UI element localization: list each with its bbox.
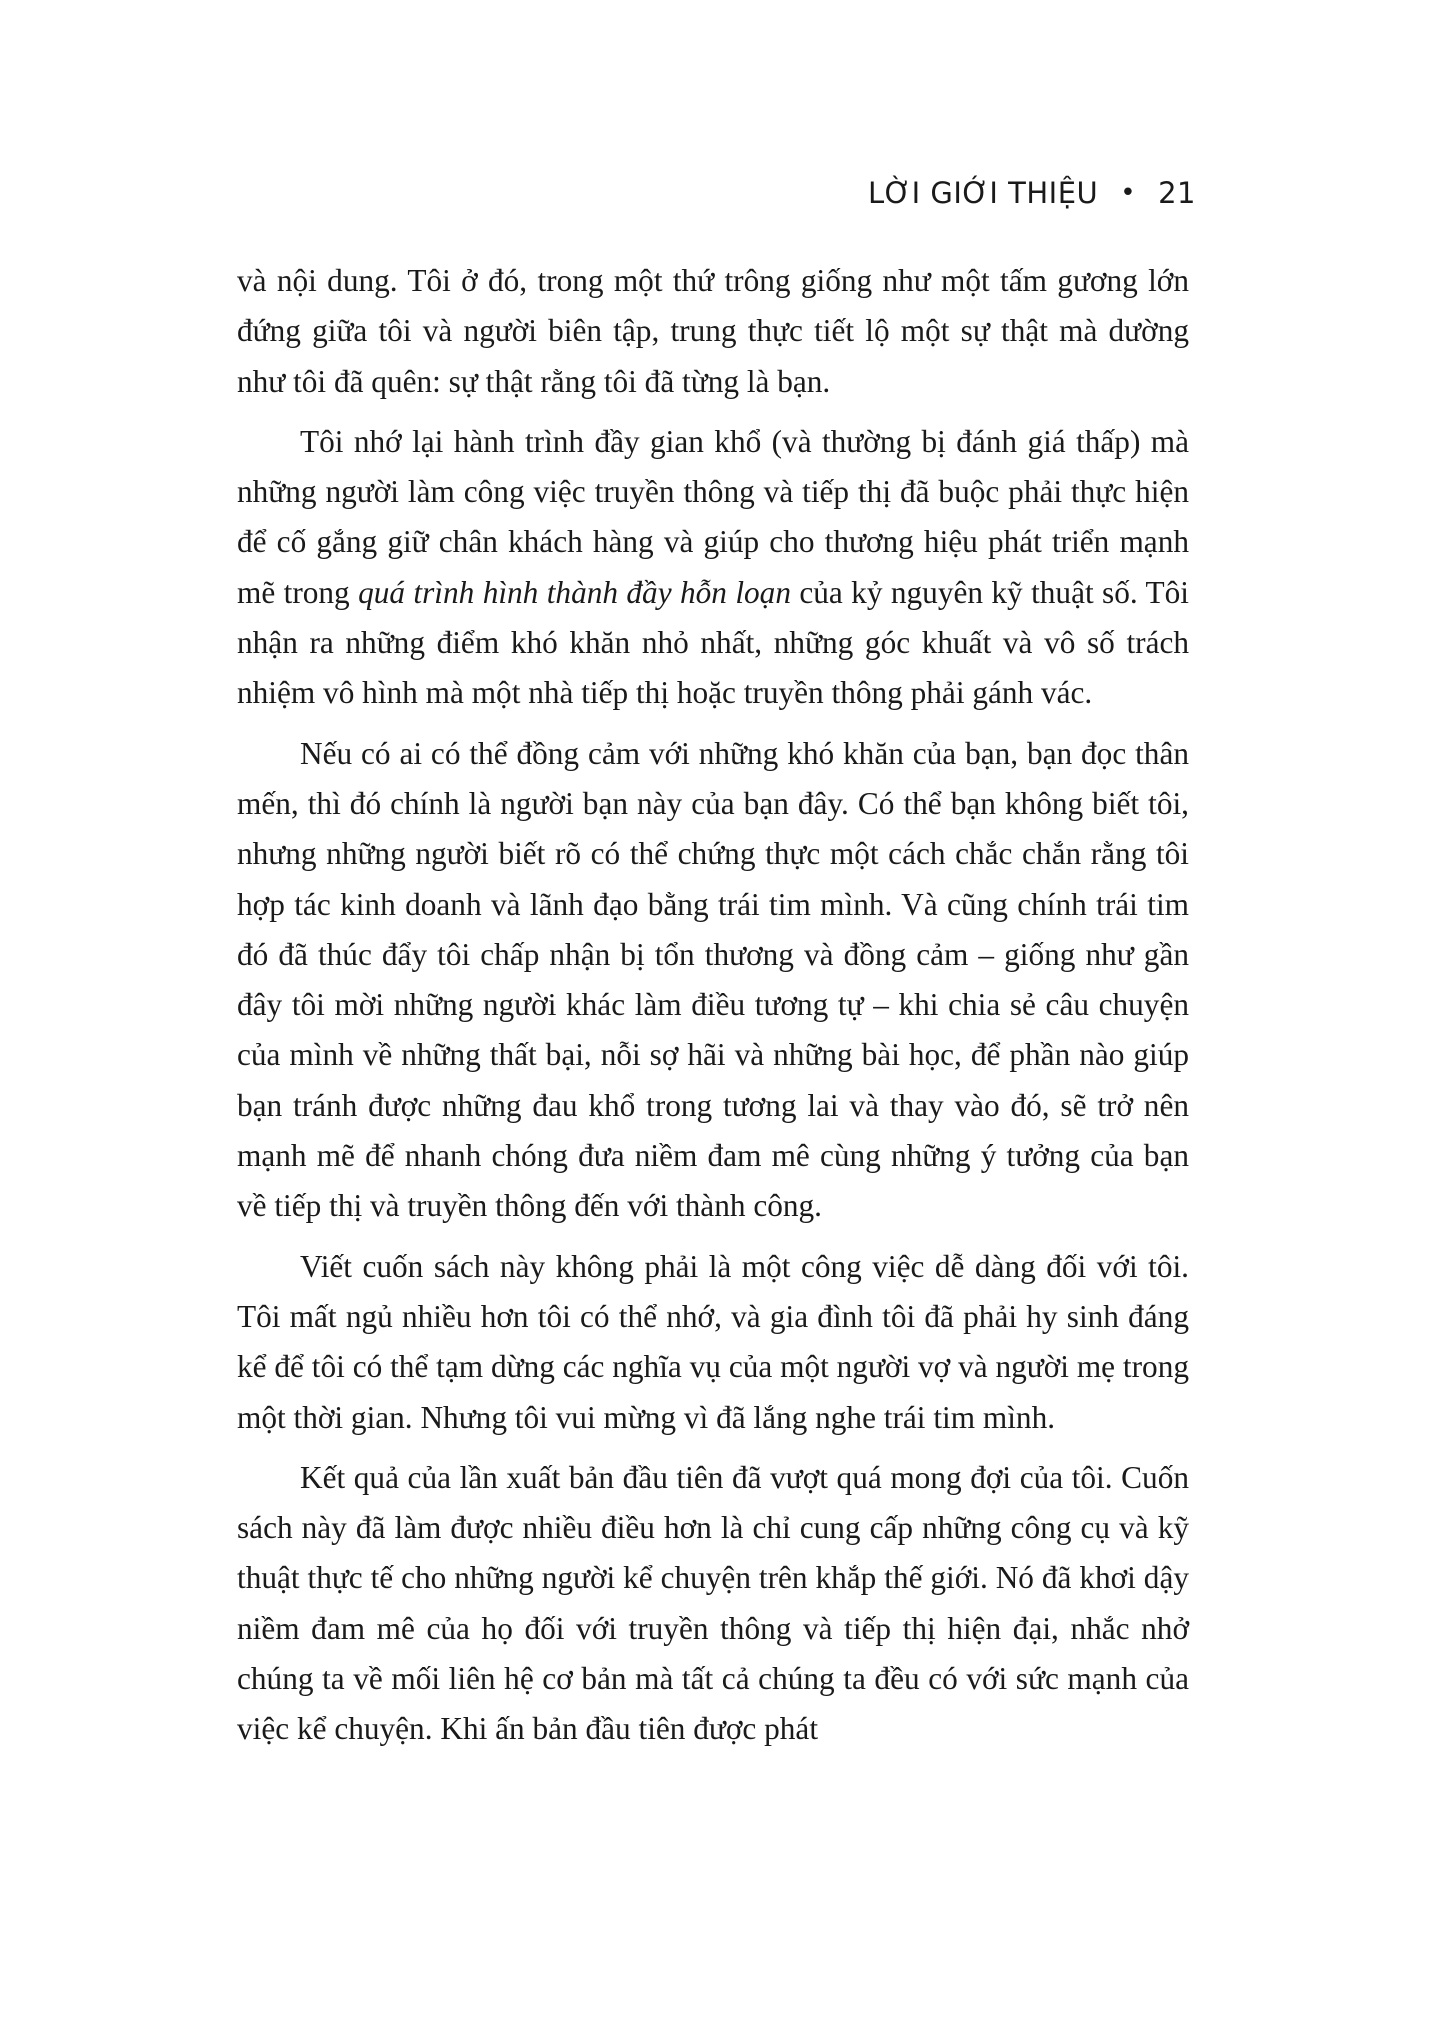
paragraph-2 — [237, 417, 1189, 719]
paragraph-2-italic-phrase: quá trình hình thành đầy hỗn loạn — [358, 574, 791, 610]
header-separator: • — [1120, 178, 1137, 208]
section-title: LỜI GIỚI THIỆU — [867, 176, 1099, 210]
paragraph-3: Nếu có ai có thể đồng cảm với những khó khăn của bạn, bạn đọc thân mến, thì đó chính là người bạn này của bạn đây. Có thể bạn không biết tôi, nhưng những người biết rõ có thể chứng thực một cách chắc chắn rằng tôi hợp tác kinh doanh và lãnh đạo bằng trái tim mình. Và cũng chính trái tim đó đã thúc đẩy tôi chấp nhận bị tổn thương và đồng cảm – giống như gần đây tôi mời những người khác làm điều tương tự – khi chia sẻ câu chuyện của mình về những thất bại, nỗi sợ hãi và những bài học, để phần nào giúp bạn tránh được những đau khổ trong tương lai và thay vào đó, sẽ trở nên mạnh mẽ để nhanh chóng đưa niềm đam mê cùng những ý tưởng của bạn về tiếp thị và truyền thông đến với thành công. — [237, 735, 1189, 1224]
page-number: 21 — [1158, 176, 1196, 210]
paragraph-5: Kết quả của lần xuất bản đầu tiên đã vượt quá mong đợi của tôi. Cuốn sách này đã làm được nhiều điều hơn là chỉ cung cấp những công cụ và kỹ thuật thực tế cho những người kể chuyện trên khắp thế giới. Nó đã khơi dậy niềm đam mê của họ đối với truyền thông và tiếp thị hiện đại, nhắc nhở chúng ta về mối liên hệ cơ bản mà tất cả chúng ta đều có với sức mạnh của việc kể chuyện. Khi ấn bản đầu tiên được phát — [237, 1459, 1189, 1747]
running-header — [868, 176, 1196, 210]
paragraph-1: và nội dung. Tôi ở đó, trong một thứ trông giống như một tấm gương lớn đứng giữa tôi và người biên tập, trung thực tiết lộ một sự thật mà dường như tôi đã quên: sự thật rằng tôi đã từng là bạn. — [237, 263, 1189, 399]
body-text — [237, 256, 1189, 1765]
paragraph-4: Viết cuốn sách này không phải là một công việc dễ dàng đối với tôi. Tôi mất ngủ nhiều hơn tôi có thể nhớ, và gia đình tôi đã phải hy sinh đáng kể để tôi có thể tạm dừng các nghĩa vụ của một người vợ và người mẹ trong một thời gian. Nhưng tôi vui mừng vì đã lắng nghe trái tim mình. — [237, 1248, 1189, 1435]
paragraph-2-text-start: Tôi nhớ lại hành trình đầy gian khổ (và thường bị đánh giá thấp) mà những người làm công việc truyền thông và tiếp thị đã buộc phải thực hiện để cố gắng giữ chân khách hàng và giúp cho thương hiệu phát triển mạnh mẽ trong — [237, 423, 1189, 610]
paragraph-2-text-end: của kỷ nguyên kỹ thuật số. Tôi nhận ra những điểm khó khăn nhỏ nhất, những góc khuất và vô số trách nhiệm vô hình mà một nhà tiếp thị hoặc truyền thông phải gánh vác. — [237, 574, 1189, 711]
